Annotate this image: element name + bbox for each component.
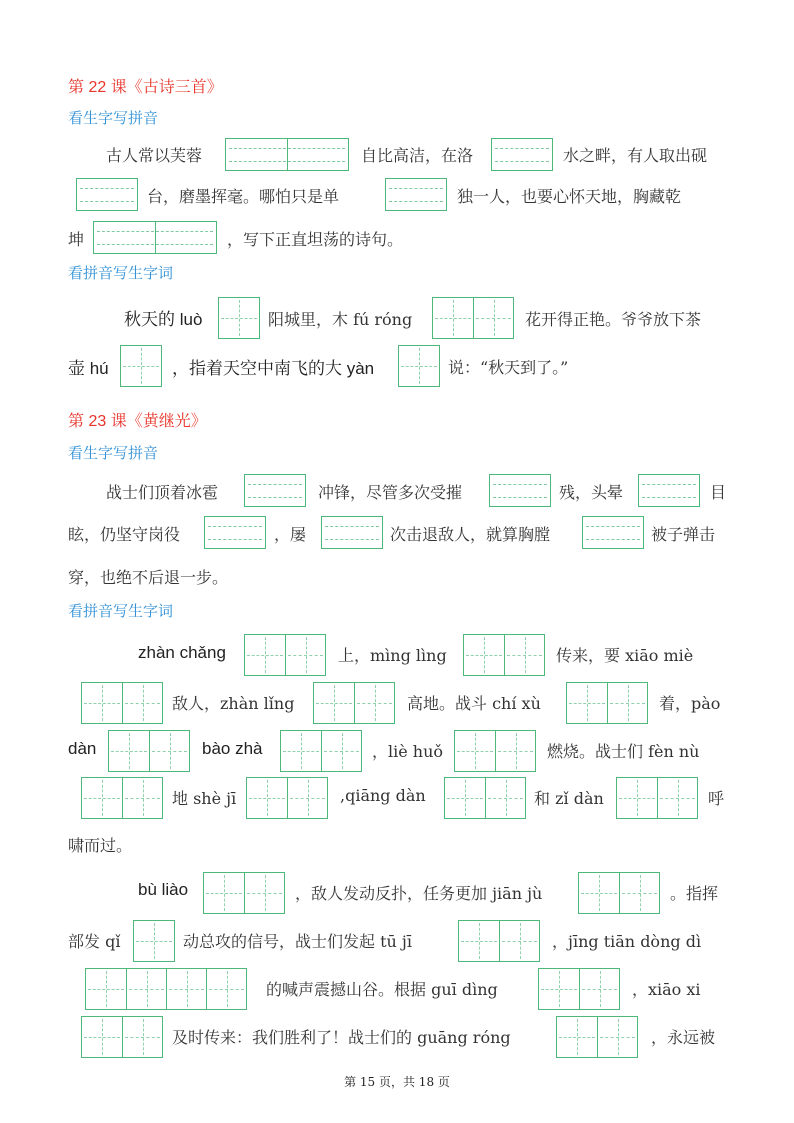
text-segment: 水之畔，有人取出砚 xyxy=(563,146,708,165)
text-segment: 传来，要 xiāo miè xyxy=(556,646,694,665)
character-grid[interactable] xyxy=(81,777,163,819)
text-segment: ，永远被 xyxy=(651,1028,716,1047)
pinyin-answer-box[interactable] xyxy=(225,138,349,171)
character-grid[interactable] xyxy=(444,777,526,819)
lesson-22-section-1-heading: 看生字写拼音 xyxy=(68,110,159,127)
text-segment: 目 xyxy=(710,483,727,502)
text-segment: 和 zǐ dàn xyxy=(534,789,604,808)
text-segment: 花开得正艳。爷爷放下茶 xyxy=(525,310,702,329)
text-segment: ，jīng tiān dòng dì xyxy=(552,932,702,951)
page-number: 第 15 页，共 18 页 xyxy=(344,1075,450,1089)
pinyin-answer-box[interactable] xyxy=(244,474,306,507)
text-segment: 地 shè jī xyxy=(172,789,237,808)
text-segment: ，写下正直坦荡的诗句。 xyxy=(227,230,404,249)
text-segment: 呼 xyxy=(708,789,725,808)
text-segment: 战士们顶着冰雹 xyxy=(106,483,219,502)
text-segment: 自比高洁，在洛 xyxy=(361,146,474,165)
text-segment: 高地。战斗 chí xù xyxy=(407,694,541,713)
text-segment: 穿，也绝不后退一步。 xyxy=(68,568,229,587)
character-grid[interactable] xyxy=(538,968,620,1010)
pinyin-answer-box[interactable] xyxy=(638,474,700,507)
text-segment: ，xiāo xi xyxy=(632,980,701,999)
text-segment: 壶 hú xyxy=(68,359,109,378)
text-segment: 秋天的 luò xyxy=(124,310,203,329)
pinyin-answer-box[interactable] xyxy=(489,474,551,507)
text-segment: ，屡 xyxy=(274,525,307,544)
character-grid[interactable] xyxy=(454,730,536,772)
character-grid[interactable] xyxy=(280,730,362,772)
text-segment: 敌人，zhàn lǐng xyxy=(172,694,295,713)
lesson-22-title: 第 22 课《古诗三首》 xyxy=(68,79,223,96)
character-grid[interactable] xyxy=(458,920,540,962)
lesson-23-section-2-heading: 看拼音写生字词 xyxy=(68,603,174,620)
character-grid[interactable] xyxy=(463,634,545,676)
character-grid[interactable] xyxy=(120,345,162,387)
lesson-22-section-2-heading: 看拼音写生字词 xyxy=(68,265,174,282)
character-grid[interactable] xyxy=(244,634,326,676)
text-segment: 次击退敌人，就算胸膛 xyxy=(390,525,551,544)
text-segment: 及时传来：我们胜利了！战士们的 guāng róng xyxy=(172,1028,511,1047)
text-segment: 台，磨墨挥毫。哪怕只是单 xyxy=(147,187,340,206)
text-segment: 啸而过。 xyxy=(68,836,133,855)
text-segment: 独一人，也要心怀天地，胸藏乾 xyxy=(457,187,682,206)
lesson-23-title: 第 23 课《黄继光》 xyxy=(68,413,207,430)
character-grid[interactable] xyxy=(81,1016,163,1058)
character-grid[interactable] xyxy=(133,920,175,962)
text-segment: 眩，仍坚守岗役 xyxy=(68,525,181,544)
text-segment: ，liè huǒ xyxy=(372,742,444,761)
text-segment: 部发 qǐ xyxy=(68,932,121,951)
character-grid[interactable] xyxy=(398,345,440,387)
text-segment: dàn xyxy=(68,739,97,758)
character-grid[interactable] xyxy=(203,872,285,914)
pinyin-answer-box[interactable] xyxy=(491,138,553,171)
character-grid[interactable] xyxy=(578,872,660,914)
text-segment: ,qiāng dàn xyxy=(340,786,426,805)
character-grid[interactable] xyxy=(556,1016,638,1058)
pinyin-answer-box[interactable] xyxy=(93,221,217,254)
text-segment: 古人常以芙蓉 xyxy=(106,146,203,165)
pinyin-answer-box[interactable] xyxy=(321,516,383,549)
character-grid[interactable] xyxy=(218,297,260,339)
text-segment: ，敌人发动反扑，任务更加 jiān jù xyxy=(295,884,543,903)
text-segment: zhàn chǎng xyxy=(138,643,226,662)
pinyin-answer-box[interactable] xyxy=(204,516,266,549)
text-segment: ，指着天空中南飞的大 yàn xyxy=(172,359,375,378)
character-grid[interactable] xyxy=(85,968,247,1010)
pinyin-answer-box[interactable] xyxy=(76,178,138,211)
text-segment: 说：“秋天到了。” xyxy=(448,358,569,377)
text-segment: 的喊声震撼山谷。根据 guī dìng xyxy=(266,980,498,999)
lesson-23-section-1-heading: 看生字写拼音 xyxy=(68,445,159,462)
text-segment: 燃烧。战士们 fèn nù xyxy=(547,742,700,761)
character-grid[interactable] xyxy=(616,777,698,819)
text-segment: 着，pào xyxy=(659,694,721,713)
character-grid[interactable] xyxy=(566,682,648,724)
text-segment: 阳城里，木 fú róng xyxy=(268,310,413,329)
text-segment: bù liào xyxy=(138,880,189,899)
character-grid[interactable] xyxy=(432,297,514,339)
character-grid[interactable] xyxy=(81,682,163,724)
text-segment: 坤 xyxy=(68,230,85,249)
text-segment: 。指挥 xyxy=(670,884,719,903)
text-segment: 残，头晕 xyxy=(559,483,624,502)
character-grid[interactable] xyxy=(246,777,328,819)
character-grid[interactable] xyxy=(313,682,395,724)
text-segment: 冲锋，尽管多次受摧 xyxy=(318,483,463,502)
text-segment: bào zhà xyxy=(202,739,263,758)
pinyin-answer-box[interactable] xyxy=(385,178,447,211)
text-segment: 被子弹击 xyxy=(651,525,716,544)
text-segment: 上，mìng lìng xyxy=(338,646,447,665)
pinyin-answer-box[interactable] xyxy=(582,516,644,549)
character-grid[interactable] xyxy=(108,730,190,772)
text-segment: 动总攻的信号，战士们发起 tū jī xyxy=(183,932,412,951)
